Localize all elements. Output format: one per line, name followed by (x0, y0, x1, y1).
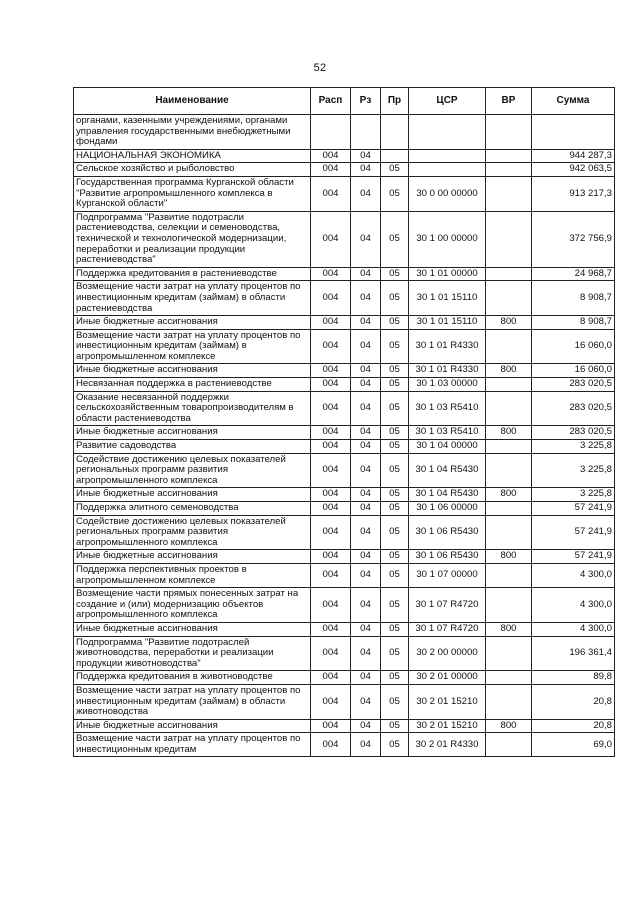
cell-pr: 05 (381, 550, 409, 564)
cell-rz: 04 (351, 488, 381, 502)
cell-vr (486, 453, 532, 488)
cell-csr (409, 149, 486, 163)
cell-name: Поддержка кредитования в растениеводстве (74, 267, 311, 281)
table-row (74, 329, 615, 364)
cell-rz: 04 (351, 149, 381, 163)
header-sum: Сумма (532, 88, 615, 115)
table-row (74, 364, 615, 378)
cell-rasp: 004 (311, 281, 351, 316)
cell-name: Поддержка перспективных проектов в агропромышленном комплексе (74, 563, 311, 587)
cell-rasp: 004 (311, 440, 351, 454)
cell-pr: 05 (381, 719, 409, 733)
table-row (74, 316, 615, 330)
cell-rasp: 004 (311, 391, 351, 426)
cell-vr (486, 115, 532, 150)
cell-pr: 05 (381, 671, 409, 685)
cell-vr: 800 (486, 622, 532, 636)
cell-pr: 05 (381, 391, 409, 426)
cell-rz: 04 (351, 329, 381, 364)
cell-pr: 05 (381, 622, 409, 636)
cell-csr: 30 2 00 00000 (409, 636, 486, 671)
cell-csr: 30 1 01 R4330 (409, 364, 486, 378)
header-pr: Пр (381, 88, 409, 115)
cell-csr: 30 2 01 R4330 (409, 733, 486, 757)
cell-vr (486, 329, 532, 364)
cell-name: Поддержка элитного семеноводства (74, 502, 311, 516)
table-row (74, 550, 615, 564)
cell-csr: 30 2 01 00000 (409, 671, 486, 685)
cell-csr: 30 1 04 00000 (409, 440, 486, 454)
cell-rasp: 004 (311, 426, 351, 440)
cell-pr: 05 (381, 163, 409, 177)
cell-rasp: 004 (311, 453, 351, 488)
table-row (74, 176, 615, 211)
cell-rz: 04 (351, 267, 381, 281)
cell-name: Возмещение части затрат на уплату процентов по инвестиционным кредитам (74, 733, 311, 757)
cell-sum: 4 300,0 (532, 563, 615, 587)
cell-rasp: 004 (311, 550, 351, 564)
cell-rasp: 004 (311, 267, 351, 281)
cell-rasp: 004 (311, 364, 351, 378)
cell-sum: 24 968,7 (532, 267, 615, 281)
cell-pr: 05 (381, 488, 409, 502)
cell-name: Подпрограмма "Развитие подотраслей животноводства, переработки и реализации продукции животноводства" (74, 636, 311, 671)
cell-rasp: 004 (311, 671, 351, 685)
cell-rz: 04 (351, 684, 381, 719)
cell-sum: 283 020,5 (532, 426, 615, 440)
cell-rz: 04 (351, 426, 381, 440)
cell-vr (486, 684, 532, 719)
table-row (74, 149, 615, 163)
cell-vr (486, 176, 532, 211)
cell-sum: 3 225,8 (532, 488, 615, 502)
table-row (74, 453, 615, 488)
cell-name: Возмещение части затрат на уплату процентов по инвестиционным кредитам (займам) в агропромышленном комплексе (74, 329, 311, 364)
cell-rz: 04 (351, 163, 381, 177)
cell-sum: 16 060,0 (532, 329, 615, 364)
cell-rasp: 004 (311, 588, 351, 623)
cell-vr (486, 733, 532, 757)
table-row (74, 502, 615, 516)
cell-rz: 04 (351, 211, 381, 267)
cell-vr (486, 515, 532, 550)
cell-csr: 30 1 06 R5430 (409, 550, 486, 564)
page-number: 52 (313, 62, 327, 74)
cell-vr (486, 378, 532, 392)
cell-name: Иные бюджетные ассигнования (74, 316, 311, 330)
cell-csr (409, 163, 486, 177)
cell-rz: 04 (351, 563, 381, 587)
cell-sum: 20,8 (532, 684, 615, 719)
cell-rz: 04 (351, 733, 381, 757)
cell-sum: 372 756,9 (532, 211, 615, 267)
cell-csr: 30 1 06 00000 (409, 502, 486, 516)
table-row (74, 515, 615, 550)
cell-rasp: 004 (311, 163, 351, 177)
cell-csr: 30 1 01 00000 (409, 267, 486, 281)
cell-csr (409, 115, 486, 150)
cell-pr (381, 115, 409, 150)
cell-vr (486, 502, 532, 516)
table-row (74, 211, 615, 267)
cell-vr (486, 671, 532, 685)
table-row (74, 684, 615, 719)
cell-vr (486, 281, 532, 316)
cell-vr: 800 (486, 488, 532, 502)
cell-vr (486, 391, 532, 426)
table-row (74, 267, 615, 281)
header-name: Наименование (74, 88, 311, 115)
cell-rz: 04 (351, 364, 381, 378)
cell-csr: 30 1 03 00000 (409, 378, 486, 392)
cell-rz (351, 115, 381, 150)
cell-rasp: 004 (311, 684, 351, 719)
table-row (74, 163, 615, 177)
cell-vr: 800 (486, 426, 532, 440)
table-row (74, 488, 615, 502)
table-row (74, 563, 615, 587)
cell-csr: 30 1 04 R5430 (409, 488, 486, 502)
cell-rz: 04 (351, 550, 381, 564)
cell-rasp: 004 (311, 636, 351, 671)
budget-table (73, 87, 615, 757)
cell-sum: 944 287,3 (532, 149, 615, 163)
cell-sum: 283 020,5 (532, 378, 615, 392)
cell-rz: 04 (351, 622, 381, 636)
cell-pr: 05 (381, 281, 409, 316)
cell-vr: 800 (486, 364, 532, 378)
cell-rasp (311, 115, 351, 150)
cell-name: Возмещение части затрат на уплату процентов по инвестиционным кредитам (займам) в области животноводства (74, 684, 311, 719)
cell-csr: 30 1 03 R5410 (409, 391, 486, 426)
cell-name: Оказание несвязанной поддержки сельскохозяйственным товаропроизводителям в области растениеводства (74, 391, 311, 426)
cell-sum: 283 020,5 (532, 391, 615, 426)
header-csr: ЦСР (409, 88, 486, 115)
cell-sum: 69,0 (532, 733, 615, 757)
cell-sum: 4 300,0 (532, 622, 615, 636)
table-row (74, 719, 615, 733)
cell-csr: 30 1 01 15110 (409, 316, 486, 330)
cell-vr (486, 636, 532, 671)
cell-rz: 04 (351, 391, 381, 426)
cell-name: Подпрограмма "Развитие подотрасли растениеводства, селекции и семеноводства, технической и технологической модернизации, переработки и реализации продукции растениеводства" (74, 211, 311, 267)
table-row (74, 440, 615, 454)
cell-sum: 8 908,7 (532, 281, 615, 316)
cell-pr: 05 (381, 453, 409, 488)
cell-csr: 30 1 07 00000 (409, 563, 486, 587)
cell-rasp: 004 (311, 316, 351, 330)
cell-pr: 05 (381, 733, 409, 757)
cell-rz: 04 (351, 176, 381, 211)
cell-sum: 942 063,5 (532, 163, 615, 177)
cell-rz: 04 (351, 671, 381, 685)
cell-name: Возмещение части прямых понесенных затрат на создание и (или) модернизацию объектов агропромышленного комплекса (74, 588, 311, 623)
cell-vr (486, 563, 532, 587)
cell-name: Иные бюджетные ассигнования (74, 364, 311, 378)
cell-name: Содействие достижению целевых показателей региональных программ развития агропромышленного комплекса (74, 453, 311, 488)
header-rasp: Расп (311, 88, 351, 115)
cell-rasp: 004 (311, 563, 351, 587)
cell-pr: 05 (381, 588, 409, 623)
cell-vr: 800 (486, 316, 532, 330)
cell-name: Возмещение части затрат на уплату процентов по инвестиционным кредитам (займам) в области растениеводства (74, 281, 311, 316)
cell-sum: 3 225,8 (532, 453, 615, 488)
cell-vr (486, 440, 532, 454)
cell-name: Иные бюджетные ассигнования (74, 622, 311, 636)
table-row (74, 622, 615, 636)
cell-name: Содействие достижению целевых показателей региональных программ развития агропромышленного комплекса (74, 515, 311, 550)
cell-pr: 05 (381, 364, 409, 378)
cell-pr: 05 (381, 211, 409, 267)
table-row (74, 391, 615, 426)
cell-pr (381, 149, 409, 163)
cell-pr: 05 (381, 502, 409, 516)
cell-csr: 30 1 03 R5410 (409, 426, 486, 440)
cell-rz: 04 (351, 719, 381, 733)
table-row (74, 115, 615, 150)
cell-sum: 57 241,9 (532, 515, 615, 550)
cell-rasp: 004 (311, 211, 351, 267)
cell-rasp: 004 (311, 378, 351, 392)
cell-rz: 04 (351, 440, 381, 454)
cell-sum: 20,8 (532, 719, 615, 733)
cell-csr: 30 1 06 R5430 (409, 515, 486, 550)
cell-name: Сельское хозяйство и рыболовство (74, 163, 311, 177)
cell-rz: 04 (351, 515, 381, 550)
cell-rz: 04 (351, 502, 381, 516)
table-row (74, 426, 615, 440)
cell-vr (486, 588, 532, 623)
cell-sum: 16 060,0 (532, 364, 615, 378)
cell-pr: 05 (381, 515, 409, 550)
cell-rasp: 004 (311, 719, 351, 733)
cell-vr (486, 163, 532, 177)
cell-csr: 30 1 04 R5430 (409, 453, 486, 488)
cell-csr: 30 1 01 15110 (409, 281, 486, 316)
cell-sum: 3 225,8 (532, 440, 615, 454)
cell-pr: 05 (381, 563, 409, 587)
cell-sum: 4 300,0 (532, 588, 615, 623)
table-row (74, 671, 615, 685)
table-row (74, 636, 615, 671)
cell-pr: 05 (381, 378, 409, 392)
cell-rasp: 004 (311, 329, 351, 364)
cell-csr: 30 1 07 R4720 (409, 588, 486, 623)
cell-name: Поддержка кредитования в животноводстве (74, 671, 311, 685)
cell-rasp: 004 (311, 488, 351, 502)
cell-sum (532, 115, 615, 150)
cell-rz: 04 (351, 453, 381, 488)
table-row (74, 378, 615, 392)
cell-rasp: 004 (311, 733, 351, 757)
header-vr: ВР (486, 88, 532, 115)
cell-pr: 05 (381, 316, 409, 330)
cell-sum: 57 241,9 (532, 550, 615, 564)
cell-sum: 913 217,3 (532, 176, 615, 211)
cell-name: Иные бюджетные ассигнования (74, 488, 311, 502)
cell-rz: 04 (351, 636, 381, 671)
cell-rz: 04 (351, 378, 381, 392)
cell-name: органами, казенными учреждениями, органами управления государственными внебюджетными фондами (74, 115, 311, 150)
cell-name: Государственная программа Курганской области "Развитие агропромышленного комплекса в Курганской области" (74, 176, 311, 211)
table-row (74, 733, 615, 757)
table-row (74, 281, 615, 316)
cell-csr: 30 2 01 15210 (409, 719, 486, 733)
cell-csr: 30 2 01 15210 (409, 684, 486, 719)
cell-pr: 05 (381, 636, 409, 671)
cell-sum: 196 361,4 (532, 636, 615, 671)
cell-rz: 04 (351, 316, 381, 330)
cell-vr (486, 149, 532, 163)
cell-pr: 05 (381, 329, 409, 364)
header-rz: Рз (351, 88, 381, 115)
cell-csr: 30 1 01 R4330 (409, 329, 486, 364)
cell-sum: 8 908,7 (532, 316, 615, 330)
cell-sum: 57 241,9 (532, 502, 615, 516)
cell-pr: 05 (381, 440, 409, 454)
table-header-row (74, 88, 615, 115)
cell-vr: 800 (486, 550, 532, 564)
cell-pr: 05 (381, 426, 409, 440)
cell-rz: 04 (351, 281, 381, 316)
cell-rz: 04 (351, 588, 381, 623)
cell-rasp: 004 (311, 149, 351, 163)
cell-name: Иные бюджетные ассигнования (74, 426, 311, 440)
cell-rasp: 004 (311, 176, 351, 211)
cell-name: Развитие садоводства (74, 440, 311, 454)
cell-csr: 30 1 07 R4720 (409, 622, 486, 636)
cell-sum: 89,8 (532, 671, 615, 685)
cell-pr: 05 (381, 176, 409, 211)
cell-rasp: 004 (311, 515, 351, 550)
cell-csr: 30 1 00 00000 (409, 211, 486, 267)
cell-vr: 800 (486, 719, 532, 733)
cell-csr: 30 0 00 00000 (409, 176, 486, 211)
cell-vr (486, 267, 532, 281)
cell-vr (486, 211, 532, 267)
cell-name: НАЦИОНАЛЬНАЯ ЭКОНОМИКА (74, 149, 311, 163)
cell-pr: 05 (381, 267, 409, 281)
cell-name: Несвязанная поддержка в растениеводстве (74, 378, 311, 392)
cell-name: Иные бюджетные ассигнования (74, 550, 311, 564)
cell-rasp: 004 (311, 502, 351, 516)
table-row (74, 588, 615, 623)
cell-name: Иные бюджетные ассигнования (74, 719, 311, 733)
cell-pr: 05 (381, 684, 409, 719)
cell-rasp: 004 (311, 622, 351, 636)
